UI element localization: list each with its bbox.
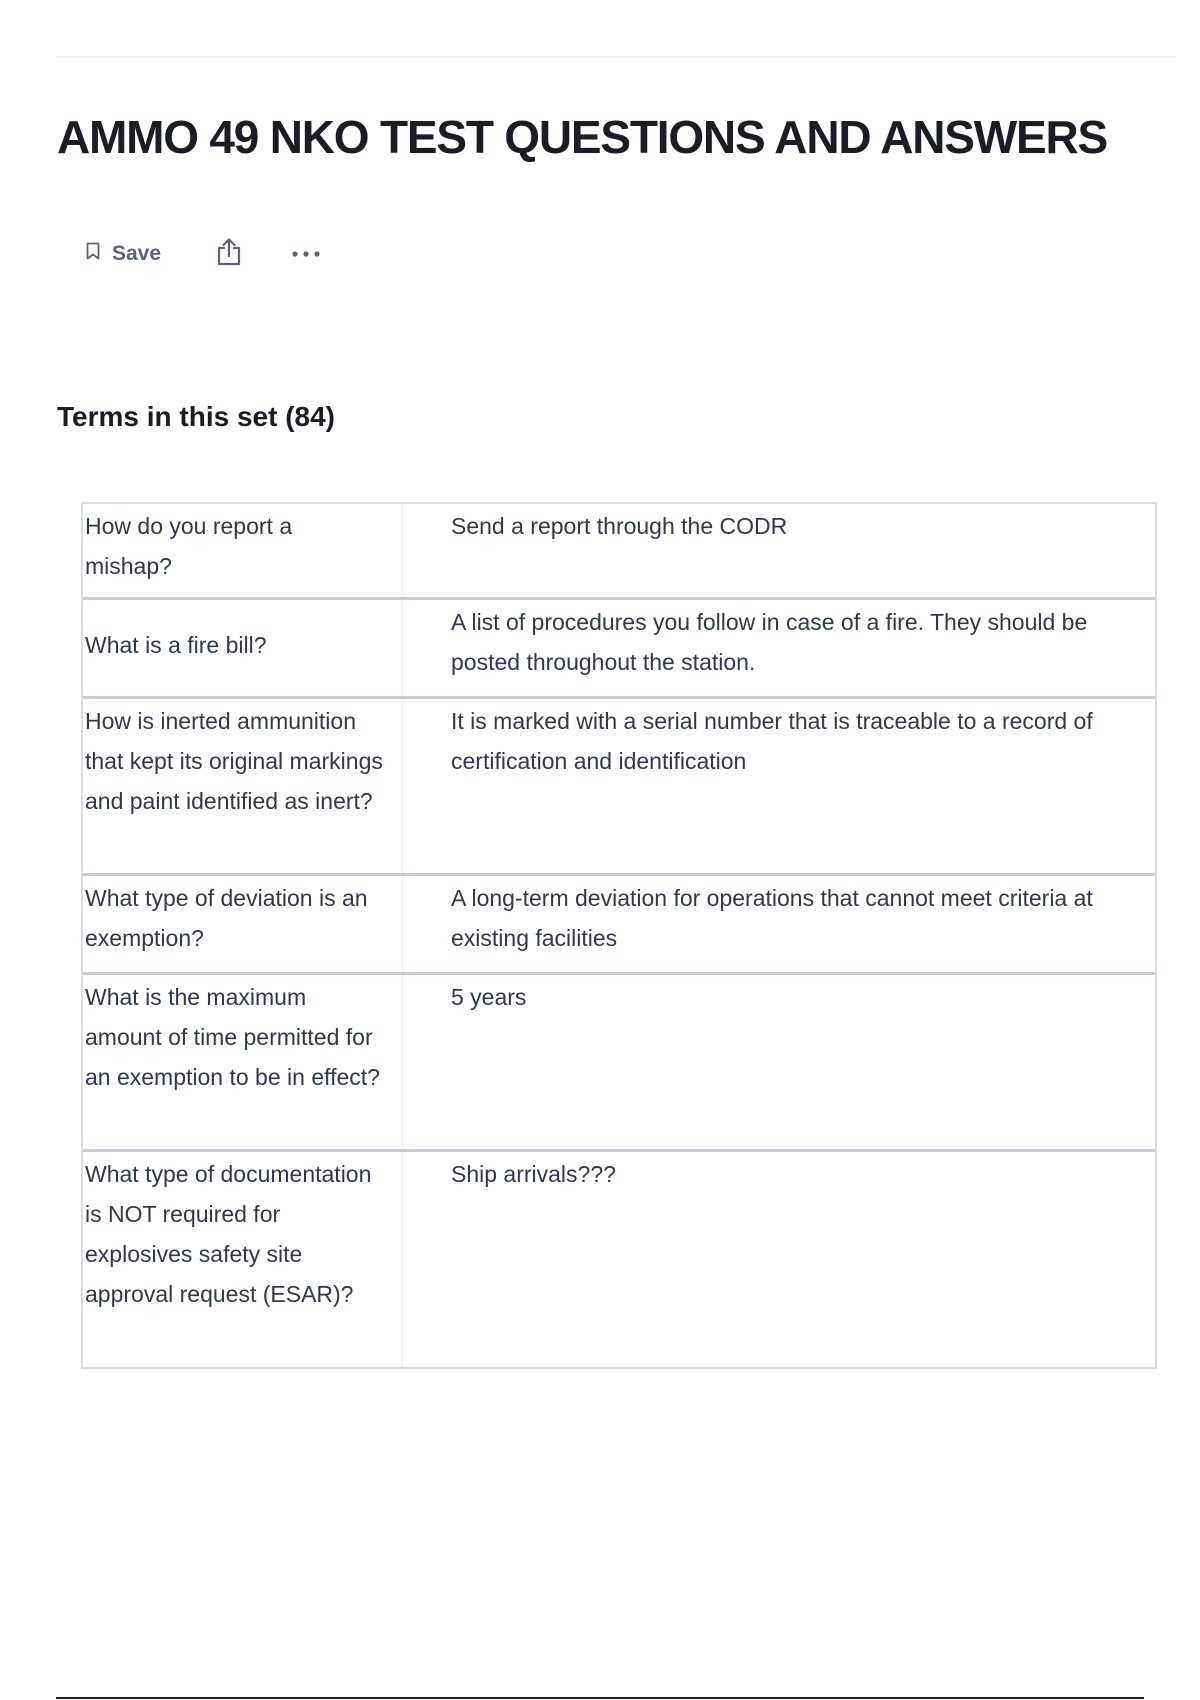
bookmark-icon — [86, 242, 100, 266]
term-cell: How do you report a mishap? — [83, 504, 403, 597]
term-cell: What type of documentation is NOT required for explosives safety site approval request (ESAR)? — [83, 1152, 403, 1367]
terms-heading: Terms in this set (84) — [57, 401, 336, 432]
share-icon — [215, 237, 243, 272]
save-label: Save — [112, 242, 162, 265]
term-cell: How is inerted ammunition that kept its original markings and paint identified as inert? — [83, 699, 403, 873]
definition-cell: A long-term deviation for operations that cannot meet criteria at existing facilities — [451, 885, 1093, 951]
term-cell: What is a fire bill? — [83, 600, 403, 696]
table-row — [83, 600, 1155, 699]
definition-cell: 5 years — [451, 984, 527, 1010]
more-icon — [291, 245, 321, 263]
term-cell: What type of deviation is an exemption? — [83, 876, 403, 972]
table-row — [83, 876, 1155, 975]
table-row — [83, 1152, 1155, 1367]
terms-table — [81, 502, 1157, 1369]
top-divider — [56, 56, 1176, 58]
save-button[interactable] — [86, 242, 161, 266]
bottom-divider — [56, 1697, 1144, 1699]
definition-cell: It is marked with a serial number that is traceable to a record of certification and identification — [451, 708, 1093, 774]
definition-cell: A list of procedures you follow in case of a fire. They should be posted throughout the station. — [451, 609, 1088, 675]
page-title: AMMO 49 NKO TEST QUESTIONS AND ANSWERS — [57, 111, 1107, 163]
table-row — [83, 975, 1155, 1152]
set-toolbar — [86, 236, 321, 272]
table-row — [83, 504, 1155, 600]
definition-cell: Ship arrivals??? — [451, 1161, 616, 1187]
table-row — [83, 699, 1155, 876]
term-cell: What is the maximum amount of time permitted for an exemption to be in effect? — [83, 975, 403, 1149]
more-options-button[interactable] — [291, 245, 321, 263]
share-button[interactable] — [215, 237, 243, 272]
definition-cell: Send a report through the CODR — [451, 513, 788, 539]
